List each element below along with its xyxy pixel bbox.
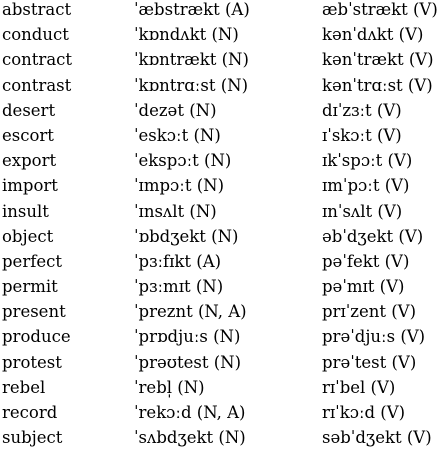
table-row xyxy=(0,428,441,453)
second-syllable-stress-cell: prəˈdjuːs (V) xyxy=(322,327,426,347)
second-syllable-stress-cell: rɪˈkɔːd (V) xyxy=(322,403,406,422)
table-row xyxy=(0,0,441,25)
second-syllable-stress-cell: səbˈdʒekt (V) xyxy=(322,428,432,448)
first-syllable-stress-cell: ˈpreznt (N, A) xyxy=(134,302,247,322)
second-syllable-stress-cell: əbˈdʒekt (V) xyxy=(322,226,424,246)
word-cell: desert xyxy=(2,100,56,120)
table-row xyxy=(0,202,441,227)
second-syllable-stress-cell: pəˈmɪt (V) xyxy=(322,277,405,297)
word-cell: permit xyxy=(2,277,58,297)
first-syllable-stress-cell: ˈɪmpɔːt (N) xyxy=(134,176,225,196)
table-row xyxy=(0,227,441,252)
table-row xyxy=(0,50,441,75)
first-syllable-stress-cell: ˈrekɔːd (N, A) xyxy=(134,403,246,422)
word-cell: protest xyxy=(2,352,62,372)
second-syllable-stress-cell: ɪmˈpɔːt (V) xyxy=(322,176,410,196)
first-syllable-stress-cell: ˈprəʊtest (N) xyxy=(134,352,242,372)
table-row xyxy=(0,126,441,151)
word-cell: perfect xyxy=(2,251,62,271)
second-syllable-stress-cell: prəˈtest (V) xyxy=(322,352,417,372)
second-syllable-stress-cell: rɪˈbel (V) xyxy=(322,377,396,397)
first-syllable-stress-cell: ˈrebl̩ (N) xyxy=(134,377,205,397)
word-cell: rebel xyxy=(2,377,46,397)
first-syllable-stress-cell: ˈdezət (N) xyxy=(134,100,217,120)
table-row xyxy=(0,403,441,428)
first-syllable-stress-cell: ˈsʌbdʒekt (N) xyxy=(134,428,246,448)
table-row xyxy=(0,378,441,403)
table-row xyxy=(0,327,441,352)
second-syllable-stress-cell: æbˈstrækt (V) xyxy=(322,0,438,19)
second-syllable-stress-cell: kənˈtrɑːst (V) xyxy=(322,75,433,95)
table-row xyxy=(0,101,441,126)
word-cell: object xyxy=(2,226,54,246)
table-row xyxy=(0,277,441,302)
first-syllable-stress-cell: ˈkɒntrækt (N) xyxy=(134,50,249,70)
first-syllable-stress-cell: ˈpɜːfɪkt (A) xyxy=(134,251,222,271)
second-syllable-stress-cell: pəˈfekt (V) xyxy=(322,251,410,271)
second-syllable-stress-cell: kənˈdʌkt (V) xyxy=(322,25,424,45)
word-cell: insult xyxy=(2,201,49,221)
table-row xyxy=(0,176,441,201)
word-cell: contrast xyxy=(2,75,72,95)
second-syllable-stress-cell: dɪˈzɜːt (V) xyxy=(322,100,402,120)
table-row xyxy=(0,151,441,176)
word-cell: contract xyxy=(2,50,73,70)
word-cell: import xyxy=(2,176,58,196)
table-row xyxy=(0,353,441,378)
second-syllable-stress-cell: ɪˈskɔːt (V) xyxy=(322,125,402,145)
first-syllable-stress-cell: ˈkɒndʌkt (N) xyxy=(134,25,239,45)
first-syllable-stress-cell: ˈkɒntrɑːst (N) xyxy=(134,75,249,95)
table-row xyxy=(0,76,441,101)
word-cell: escort xyxy=(2,125,54,145)
word-cell: export xyxy=(2,151,57,171)
table-row xyxy=(0,252,441,277)
word-cell: abstract xyxy=(2,0,72,19)
first-syllable-stress-cell: ˈpɜːmɪt (N) xyxy=(134,277,224,297)
first-syllable-stress-cell: ˈekspɔːt (N) xyxy=(134,151,232,171)
word-cell: conduct xyxy=(2,25,69,45)
word-cell: subject xyxy=(2,428,63,448)
first-syllable-stress-cell: ˈɪnsʌlt (N) xyxy=(134,201,217,221)
table-row xyxy=(0,25,441,50)
first-syllable-stress-cell: ˈæbstrækt (A) xyxy=(134,0,250,19)
first-syllable-stress-cell: ˈprɒdjuːs (N) xyxy=(134,327,241,347)
first-syllable-stress-cell: ˈɒbdʒekt (N) xyxy=(134,226,239,246)
second-syllable-stress-cell: ɪkˈspɔːt (V) xyxy=(322,151,413,171)
word-cell: produce xyxy=(2,327,71,347)
word-cell: present xyxy=(2,302,66,322)
second-syllable-stress-cell: kənˈtrækt (V) xyxy=(322,50,434,70)
first-syllable-stress-cell: ˈeskɔːt (N) xyxy=(134,125,221,145)
word-cell: record xyxy=(2,403,58,422)
second-syllable-stress-cell: ɪnˈsʌlt (V) xyxy=(322,201,403,221)
second-syllable-stress-cell: prɪˈzent (V) xyxy=(322,302,417,322)
table-row xyxy=(0,302,441,327)
